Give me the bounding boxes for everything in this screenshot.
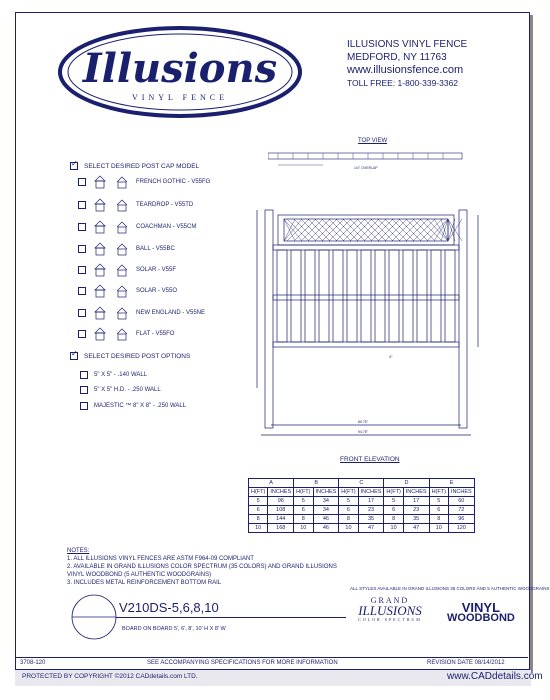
table-cell: 47 — [403, 524, 429, 533]
checkbox-icon[interactable] — [78, 223, 86, 231]
table-cell: 108 — [268, 506, 294, 515]
note-line: 1. ALL ILLUSIONS VINYL FENCES ARE ASTM F964-09 COMPLIANT — [67, 556, 254, 562]
checkbox-icon[interactable] — [80, 371, 88, 379]
table-subheader: INCHES — [448, 488, 474, 497]
post-cap-option[interactable] — [78, 218, 196, 236]
table-cell: 35 — [358, 515, 384, 524]
table-subheader: H(FT) — [384, 488, 403, 497]
vinyl-label: VINYL — [461, 600, 501, 615]
model-number: V210DS-5,6,8,10 — [119, 600, 219, 615]
ball-cap-icon — [114, 241, 130, 257]
notes-block — [67, 547, 342, 587]
table-cell: 168 — [268, 524, 294, 533]
company-info — [347, 38, 467, 90]
table-cell: 23 — [403, 506, 429, 515]
checked-icon[interactable]: ✓ — [71, 349, 78, 358]
teardrop-cap-icon — [92, 197, 108, 213]
fence-board — [403, 250, 413, 342]
table-subheader: H(FT) — [249, 488, 268, 497]
table-cell: 120 — [448, 524, 474, 533]
note-line: VINYL WOODBOND (5 AUTHENTIC WOODGRAINS) — [67, 572, 212, 578]
table-row — [249, 506, 475, 515]
post-cap-label: COACHMAN - V55CM — [136, 224, 197, 230]
drawing-code: 3708-120 — [20, 660, 46, 666]
post-cap-option[interactable] — [78, 196, 193, 214]
coachman-cap-icon — [92, 219, 108, 235]
fence-board — [389, 250, 399, 342]
revision-date: REVISION DATE 08/14/2012 — [427, 660, 505, 666]
notes-header: NOTES: — [67, 548, 90, 554]
post-option-2[interactable] — [80, 386, 161, 394]
table-cell: 8 — [429, 515, 448, 524]
table-cell: 17 — [358, 497, 384, 506]
illusions-label: ILLUSIONS — [358, 603, 422, 618]
table-cell: 23 — [358, 506, 384, 515]
table-cell: 10 — [294, 524, 313, 533]
title-divider — [116, 617, 346, 618]
logo-wordmark: Illusions — [82, 45, 278, 92]
fence-board — [319, 250, 329, 342]
ball-cap-icon — [92, 241, 108, 257]
fence-board — [347, 250, 357, 342]
post-cap-header — [70, 159, 200, 170]
table-cell: 10 — [339, 524, 358, 533]
solar-cap-icon — [92, 283, 108, 299]
table-cell: 17 — [403, 497, 429, 506]
footer-divider — [15, 657, 528, 658]
table-row — [249, 524, 475, 533]
vinyl-woodbond-logo — [447, 602, 515, 624]
woodbond-label: WOODBOND — [447, 612, 515, 624]
checkbox-icon[interactable] — [78, 245, 86, 253]
logo-tagline: VINYL FENCE — [132, 93, 228, 102]
table-group-header: D — [384, 479, 429, 488]
table-subheader: H(FT) — [294, 488, 313, 497]
post-cap-label: NEW ENGLAND - V55NE — [136, 310, 206, 316]
model-description: BOARD ON BOARD 5', 6', 8', 10' H X 8' W — [122, 626, 226, 632]
title-block-circle — [70, 593, 118, 641]
post-cap-header-label: SELECT DESIRED POST CAP MODEL — [84, 162, 200, 170]
solar-cap-icon — [114, 283, 130, 299]
table-cell: 34 — [313, 506, 339, 515]
table-cell: 5 — [339, 497, 358, 506]
post-option-3[interactable] — [80, 402, 186, 410]
fence-board — [333, 250, 343, 342]
table-cell: 47 — [358, 524, 384, 533]
brands-note: ALL STYLES AVAILABLE IN GRAND ILLUSIONS 35 COLORS AND 5 AUTHENTIC WOODGRAINS — [350, 586, 550, 591]
top-view-drawing — [268, 145, 468, 175]
fence-board — [417, 250, 427, 342]
fence-board — [445, 250, 455, 342]
table-group-header: B — [294, 479, 339, 488]
company-city: MEDFORD, NY 11763 — [347, 52, 447, 63]
table-subheader: H(FT) — [339, 488, 358, 497]
coachman-cap-icon — [114, 219, 130, 235]
post-cap-label: FLAT - V55FO — [136, 331, 175, 337]
table-cell: 10 — [249, 524, 268, 533]
checked-icon[interactable]: ✓ — [71, 159, 78, 168]
gap-dim: 6" — [389, 355, 393, 359]
table-subheader: H(FT) — [429, 488, 448, 497]
post-cap-option[interactable] — [78, 240, 175, 258]
table-cell: 60 — [448, 497, 474, 506]
table-cell: 46 — [313, 524, 339, 533]
post-options-header — [70, 349, 191, 360]
table-subheader-row — [249, 488, 475, 497]
table-cell: 6 — [339, 506, 358, 515]
table-row — [249, 497, 475, 506]
overlap-label: 1/4" OVERLAP — [354, 166, 378, 170]
post-cap-label: BALL - V55BC — [136, 246, 175, 252]
width-outer-dim: 94.75" — [357, 430, 369, 434]
table-cell: 5 — [429, 497, 448, 506]
copyright-text: PROTECTED BY COPYRIGHT ©2012 CADdetails.com LTD. — [22, 673, 198, 680]
caddetails-link[interactable]: www.CADdetails.com — [447, 671, 543, 682]
checkbox-icon[interactable] — [78, 178, 86, 186]
table-group-header-row — [249, 479, 475, 488]
post-cap-option[interactable] — [78, 282, 177, 300]
table-cell: 6 — [294, 506, 313, 515]
company-name: ILLUSIONS VINYL FENCE — [347, 39, 468, 50]
post-option-label: MAJESTIC ™ 8" X 8" - .250 WALL — [94, 403, 187, 409]
solar-cap-icon — [114, 262, 130, 278]
spec-note: SEE ACCOMPANYING SPECIFICATIONS FOR MORE INFORMATION — [147, 660, 338, 666]
company-website[interactable]: www.illusionsfence.com — [347, 64, 464, 76]
post-option-1[interactable] — [80, 371, 147, 379]
table-group-header: C — [339, 479, 384, 488]
checkbox-icon[interactable] — [78, 266, 86, 274]
new-england-cap-icon — [114, 305, 130, 321]
table-cell: 10 — [429, 524, 448, 533]
table-cell: 8 — [294, 515, 313, 524]
grand-label: GRAND — [370, 596, 410, 605]
table-cell: 35 — [403, 515, 429, 524]
table-cell: 10 — [384, 524, 403, 533]
new-england-cap-icon — [92, 305, 108, 321]
post-cap-label: TEARDROP - V55TD — [136, 202, 194, 208]
fence-board — [361, 250, 371, 342]
table-cell: 5 — [384, 497, 403, 506]
french-gothic-cap-icon — [114, 174, 130, 190]
front-elevation-drawing — [253, 200, 483, 450]
table-cell: 34 — [313, 497, 339, 506]
table-subheader: INCHES — [313, 488, 339, 497]
post-option-label: 5" X 5" H.D. - .250 WALL — [94, 387, 161, 393]
color-spectrum-label: COLOR SPECTRUM — [358, 617, 422, 622]
solar-cap-icon — [92, 262, 108, 278]
post-cap-option[interactable] — [78, 173, 210, 191]
fence-board — [431, 250, 441, 342]
grand-illusions-logo — [345, 596, 435, 622]
table-cell: 144 — [268, 515, 294, 524]
post-cap-label: SOLAR - V55O — [136, 288, 178, 294]
table-cell: 6 — [429, 506, 448, 515]
post-cap-label: SOLAR - V55F — [136, 267, 177, 273]
note-line: 2. AVAILABLE IN GRAND ILLUSIONS COLOR SPECTRUM (35 COLORS) AND GRAND ILLUSIONS — [67, 564, 337, 570]
post-cap-label: FRENCH GOTHIC - V55FG — [136, 179, 211, 185]
fence-board — [375, 250, 385, 342]
flat-cap-icon — [92, 326, 108, 342]
top-view-title: TOP VIEW — [358, 138, 388, 144]
checkbox-icon[interactable] — [80, 402, 88, 410]
table-group-header: A — [249, 479, 294, 488]
note-line: 3. INCLUDES METAL REINFORCEMENT BOTTOM RAIL — [67, 580, 222, 586]
illusions-logo — [55, 22, 305, 122]
french-gothic-cap-icon — [92, 174, 108, 190]
table-cell: 6 — [384, 506, 403, 515]
table-cell: 5 — [294, 497, 313, 506]
table-cell: 8 — [249, 515, 268, 524]
table-cell: 96 — [268, 497, 294, 506]
post-cap-option[interactable] — [78, 325, 174, 343]
checkbox-icon[interactable] — [78, 201, 86, 209]
fence-board — [277, 250, 287, 342]
flat-cap-icon — [114, 326, 130, 342]
table-cell: 8 — [339, 515, 358, 524]
table-cell: 46 — [313, 515, 339, 524]
table-subheader: INCHES — [358, 488, 384, 497]
teardrop-cap-icon — [114, 197, 130, 213]
post-cap-option[interactable] — [78, 261, 176, 279]
table-subheader: INCHES — [268, 488, 294, 497]
company-tollfree: TOLL FREE: 1-800-339-3362 — [347, 78, 459, 88]
table-subheader: INCHES — [403, 488, 429, 497]
table-cell: 72 — [448, 506, 474, 515]
table-row — [249, 515, 475, 524]
front-elevation-title: FRONT ELEVATION — [340, 456, 400, 463]
fence-board — [305, 250, 315, 342]
post-option-label: 5" X 5" - .140 WALL — [94, 372, 148, 378]
fence-board — [291, 250, 301, 342]
checkbox-icon[interactable] — [78, 287, 86, 295]
table-cell: 8 — [384, 515, 403, 524]
post-cap-option[interactable] — [78, 304, 205, 322]
table-group-header: E — [429, 479, 474, 488]
width-inner-dim: 89.75" — [357, 420, 369, 424]
post-options-header-label: SELECT DESIRED POST OPTIONS — [84, 352, 191, 360]
table-cell: 5 — [249, 497, 268, 506]
dimension-table — [248, 478, 475, 533]
table-cell: 96 — [448, 515, 474, 524]
checkbox-icon[interactable] — [78, 309, 86, 317]
checkbox-icon[interactable] — [80, 386, 88, 394]
table-cell: 6 — [249, 506, 268, 515]
checkbox-icon[interactable] — [78, 330, 86, 338]
